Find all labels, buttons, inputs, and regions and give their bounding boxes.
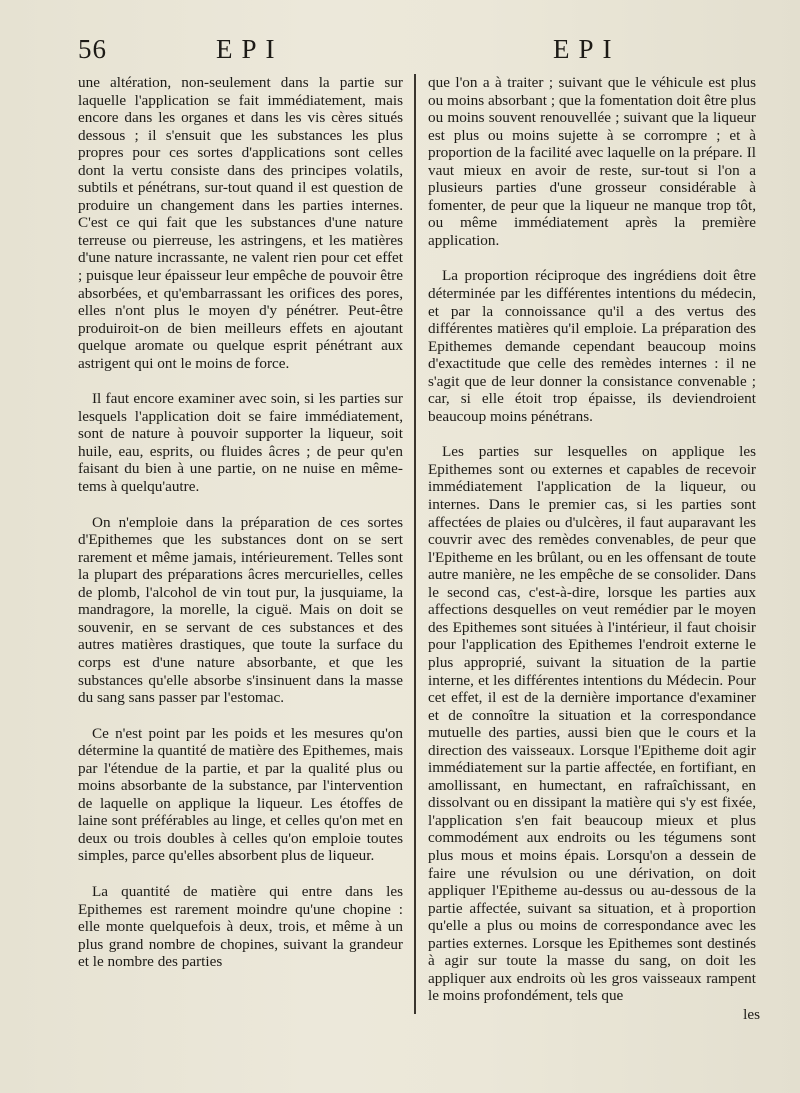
column-divider	[414, 74, 416, 1014]
right-column	[428, 74, 756, 1005]
page-number: 56	[78, 34, 107, 64]
page-header	[78, 34, 760, 70]
paragraph: La quantité de matière qui entre dans les Epithemes est rarement moindre qu'une chopine : elle monte quelquefois à deux, trois, et même à un plus grand nombre de chopines, suivant la grandeur et le nombre des parties	[78, 882, 403, 971]
catchword: les	[743, 1006, 760, 1023]
paragraph: La proportion réciproque des ingrédiens doit être déterminée par les différentes intentions du médecin, et par la connoissance qu'il a des vertus des différentes matières qu'il emploie. La préparation des Epithemes demande cependant beaucoup moins d'exactitude que celle des remèdes internes : il ne s'agit que de leur donner la consistance convenable ; car, si elle étoit trop épaisse, ils deviendroient beaucoup moins pénétrans.	[428, 267, 756, 425]
running-head-right: EPI	[553, 34, 621, 64]
paragraph: On n'emploie dans la préparation de ces sortes d'Epithemes que les substances dont on se sert rarement et même jamais, intérieurement. Telles sont la plupart des préparations âcres mercurielles, celles de plomb, l'alcohol de vin tout pur, la jusquiame, la mandragore, la morelle, la ciguë. Mais on doit se souvenir, en se servant de ces substances et des autres matières drastiques, que toute la surface du corps est d'une nature absorbante, et que les substances qu'elle absorbe s'insinuent dans la masse du sang sans passer par l'estomac.	[78, 513, 403, 707]
paragraph: que l'on a à traiter ; suivant que le véhicule est plus ou moins absorbant ; que la fomentation doit être plus ou moins souvent renouvellée ; suivant que la liqueur est plus ou moins sujette à se corrompre ; et à proportion de la facilité avec laquelle on la prépare. Il vaut mieux en avoir de reste, sur-tout si l'on a plusieurs parties d'une grosseur considérable à fomenter, de peur que la liqueur ne manque trop tôt, ou même immédiatement après la première application.	[428, 74, 756, 249]
paragraph: Ce n'est point par les poids et les mesures qu'on détermine la quantité de matière des Epithemes, mais par l'étendue de la partie, et par la qualité plus ou moins absorbante de la substance, par l'intervention de laquelle on applique la liqueur. Les étoffes de laine sont préférables au linge, et celles qu'on met en deux ou trois doubles à celles qu'on emploie toutes simples, parce qu'elles absorbent plus de liqueur.	[78, 724, 403, 865]
paragraph: une altération, non-seulement dans la partie sur laquelle l'application se fait immédiatement, mais encore dans les organes et dans les vis cères situés dessous ; il s'ensuit que les substances les plus propres pour ces sortes d'applications sont celles dont la vertu consiste dans des principes volatils, subtils et pénétrans, sur-tout quand il est question de produire un changement dans les parties internes. C'est ce qui fait que les substances d'une nature terreuse ou pierreuse, les astringens, et les matières d'une nature incrassante, ne valent rien pour cet effet ; puisque leur épaisseur leur empêche de pouvoir être absorbées, et qu'embarrassant les orifices des pores, elles n'ont plus le moyen d'y pénétrer. Peut-être produiroit-on de bien meilleurs effets en ajoutant quelque aromate ou quelque esprit pénétrant aux astrigent qui ont le moins de force.	[78, 74, 403, 372]
paragraph: Il faut encore examiner avec soin, si les parties sur lesquels l'application doit se faire immédiatement, sont de nature à pouvoir supporter la liqueur, soit huile, eau, esprits, ou fluides âcres ; de peur qu'en faisant du bien à une partie, on ne nuise en même-tems à quelqu'autre.	[78, 390, 403, 496]
running-head-left: EPI	[216, 34, 284, 64]
left-column	[78, 74, 403, 971]
paragraph: Les parties sur lesquelles on applique les Epithemes sont ou externes et capables de recevoir immédiatement l'application de la liqueur, ou internes. Dans le premier cas, si les parties sont affectées de plaies ou d'ulcères, il faut auparavant les couvrir avec des remèdes convenables, de peur que l'Epitheme en les brûlant, ou en les offensant de toute autre manière, ne les empêche de se consolider. Dans le second cas, c'est-à-dire, lorsque les parties aux affections desquelles on veut remédier par le moyen des Epithemes sont situées à l'intérieur, il faut choisir pour l'application des Epithemes l'endroit externe le plus approprié, suivant la situation de la partie interne, et les différentes intentions du Médecin. Pour cet effet, il est de la dernière importance d'examiner et de connoître la situation et la correspondance mutuelle des parties, aussi bien que le cours et la direction des vaisseaux. Lorsque l'Epitheme doit agir immédiatement sur la partie affectée, en fortifiant, en amollissant, en humectant, en rafraîchissant, en dissolvant ou en dissipant la matière qui s'y est fixée, l'application s'en fait beaucoup mieux et plus commodément aux endroits ou les tégumens sont plus mous et moins épais. Lorsqu'on a dessein de faire une révulsion ou une dérivation, on doit appliquer l'Epitheme au-dessus ou au-dessous de la partie affectée, suivant sa situation, et à proportion qu'elle a plus ou moins de correspondance avec les parties externes. Lorsque les Epithemes sont destinés à agir sur toute la masse du sang, on doit les appliquer aux endroits où les gros vaisseaux rampent le moins profondément, tels que	[428, 443, 756, 1005]
